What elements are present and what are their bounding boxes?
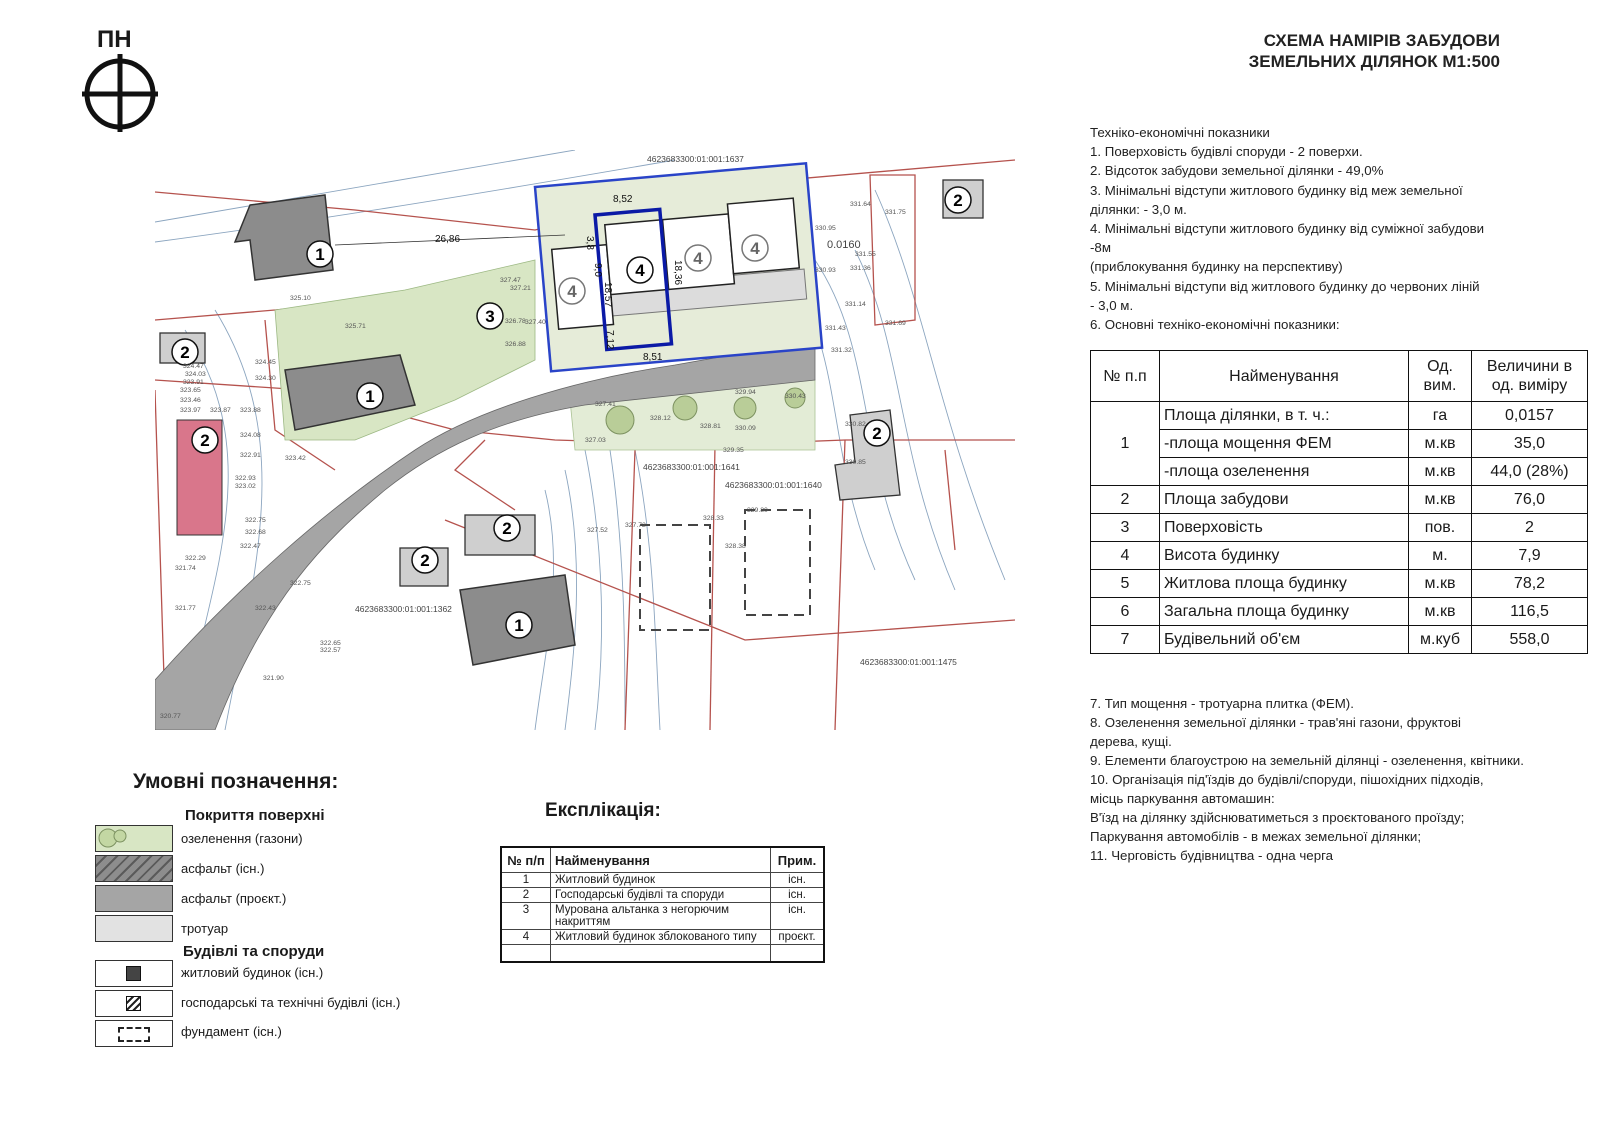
legend-title: Умовні позначення: [133,770,339,793]
elevation-mark: 324.47 [183,363,204,370]
elevation-mark: 323.65 [180,387,201,394]
legend-item: житловий будинок (існ.) [181,965,324,980]
svg-text:2: 2 [420,551,430,570]
marker-3 [477,303,503,329]
elevation-mark: 328.33 [703,515,724,522]
tech-line: - 3,0 м. [1090,297,1134,313]
elevation-mark: 324.45 [255,359,276,366]
elevation-mark: 324.30 [255,375,276,382]
elevation-mark: 324.08 [240,432,261,439]
legend-item: озеленення (газони) [181,831,303,846]
elevation-mark: 325.10 [290,295,311,302]
svg-text:1: 1 [315,245,325,264]
elevation-mark: 323.87 [210,407,231,414]
elevation-mark: 328.38 [725,543,746,550]
svg-text:9,0: 9,0 [592,263,603,277]
elevation-mark: 327.40 [525,319,546,326]
legend-item: господарські та технічні будівлі (існ.) [181,995,401,1010]
marker-2-ne [945,187,971,213]
svg-text:7,12: 7,12 [604,330,615,350]
elevation-mark: 331.64 [850,201,871,208]
elevation-mark: 322.47 [240,543,261,550]
table-row: 3 Мурована альтанка з негорючим накриттям існ. [501,903,824,930]
sidewalk-swatch [95,915,173,942]
explication-title: Експлікація: [545,800,661,821]
elevation-mark: 329.35 [723,447,744,454]
svg-text:4: 4 [567,282,577,301]
elevation-mark: 326.78 [505,318,526,325]
north-label: ПН [97,26,132,53]
elevation-mark: 330.85 [845,459,866,466]
elevation-mark: 321.77 [175,605,196,612]
elevation-mark: 321.90 [263,675,284,682]
tech-line: 4. Мінімальні відступи житлового будинку від суміжної забудови [1090,221,1485,237]
legend-item: асфальт (існ.) [181,861,265,876]
elevation-mark: 323.46 [180,397,201,404]
foundation-swatch [95,1020,173,1047]
elevation-mark: 323.42 [285,455,306,462]
elevation-mark: 331.69 [885,320,906,327]
elevation-mark: 323.91 [183,379,204,386]
elevation-mark: 331.32 [831,347,852,354]
elevation-mark: 327.21 [510,285,531,292]
tech-line: Техніко-економічні показники [1090,125,1270,140]
elevation-mark: 327.47 [500,277,521,284]
note-line: 8. Озеленення земельної ділянки - трав'яні газони, фруктові [1090,715,1461,730]
legend-item: тротуар [181,921,229,936]
marker-4-c [685,245,711,271]
col-value: Величини в од. виміру [1472,351,1588,402]
table-row: -площа озеленення м.кв 44,0 (28%) [1091,458,1588,486]
table-row: 4 Висота будинку м. 7,9 [1091,542,1588,570]
elevation-mark: 325.71 [345,323,366,330]
col-name: Найменування [1160,351,1409,402]
svg-text:2: 2 [872,424,882,443]
marker-1-south [506,612,532,638]
tech-line: 5. Мінімальні відступи від житлового будинку до червоних ліній [1090,278,1480,294]
table-row: 1 Житловий будинок існ. [501,873,824,888]
elevation-mark: 322.75 [290,580,311,587]
elevation-mark: 330.82 [845,421,866,428]
svg-text:2: 2 [180,343,190,362]
explication-table: № п/п Найменування Прим. 1 Житловий будинок існ. 2 Господарські будівлі та споруди існ. 3 Мурована альтанка з негорючим накриттям існ. 4 Житловий будинок зблокованого типу проєкт. [500,846,825,963]
table-row: 3 Поверховість пов. 2 [1091,514,1588,542]
marker-2-west [172,339,198,365]
elevation-mark: 331.14 [845,301,866,308]
elevation-mark: 320.77 [160,713,181,720]
marker-2-s2 [494,515,520,541]
elevation-mark: 328.12 [650,415,671,422]
table-row: 1 Площа ділянки, в т. ч.: га 0,0157 [1091,402,1588,430]
notes-text [1090,694,1570,865]
svg-text:4623683300:01:001:1640: 4623683300:01:001:1640 [725,480,822,490]
marker-2-east [864,420,890,446]
col-num: № п.п [1091,351,1160,402]
table-row: 7 Будівельний об'єм м.куб 558,0 [1091,626,1588,654]
grass-swatch [95,825,173,852]
elevation-mark: 329.94 [735,389,756,396]
table-row: 5 Житлова площа будинку м.кв 78,2 [1091,570,1588,598]
elevation-mark: 323.02 [235,483,256,490]
residential-existing-swatch [95,960,173,987]
elevation-mark: 330.43 [785,393,806,400]
elevation-mark: 324.03 [185,371,206,378]
elevation-mark: 322.68 [245,529,266,536]
note-line: 9. Елементи благоустрою на земельній ділянці - озеленення, квітники. [1090,753,1524,768]
svg-text:18,36: 18,36 [672,260,683,286]
table-row: 2 Площа забудови м.кв 76,0 [1091,486,1588,514]
svg-text:2: 2 [502,519,512,538]
elevation-mark: 331.36 [850,265,871,272]
table-row: 4 Житловий будинок зблокованого типу проєкт. [501,930,824,945]
note-line: 10. Організація під'їздів до будівлі/споруди, пішохідних підходів, [1090,772,1484,787]
elevation-mark: 323.88 [240,407,261,414]
elevation-mark: 326.88 [505,341,526,348]
marker-4-d [742,235,768,261]
svg-text:4623683300:01:001:1362: 4623683300:01:001:1362 [355,604,452,614]
marker-1-center [357,383,383,409]
marker-2-pink [192,427,218,453]
svg-text:4623683300:01:001:1637: 4623683300:01:001:1637 [647,154,744,164]
elevation-mark: 322.29 [185,555,206,562]
marker-4-a [559,278,585,304]
svg-text:1: 1 [365,387,375,406]
svg-text:2: 2 [200,431,210,450]
elevation-mark: 322.43 [255,605,276,612]
note-line: В'їзд на ділянку здійснюватиметься з проєктованого проїзду; [1090,810,1465,825]
legend-item: асфальт (проєкт.) [181,891,287,906]
elevation-mark: 327.03 [585,437,606,444]
note-line: місць паркування автомашин: [1090,791,1275,806]
svg-text:4: 4 [750,239,760,258]
elevation-mark: 327.52 [587,527,608,534]
note-line: Паркування автомобілів - в межах земельної ділянки; [1090,829,1422,844]
svg-text:4623683300:01:001:1475: 4623683300:01:001:1475 [860,657,957,667]
tech-line: (приблокування будинку на перспективу) [1090,259,1343,275]
table-row: 6 Загальна площа будинку м.кв 116,5 [1091,598,1588,626]
table-row: 2 Господарські будівлі та споруди існ. [501,888,824,903]
title-line-1: СХЕМА НАМІРІВ ЗАБУДОВИ [1263,31,1500,50]
asphalt-project-swatch [95,885,173,912]
legend [95,805,515,1065]
elevation-mark: 322.93 [235,475,256,482]
svg-text:3: 3 [485,307,495,326]
legend-surface-heading: Покриття поверхні [185,807,325,824]
marker-2-s1 [412,547,438,573]
drawing-title [1249,30,1500,72]
svg-text:2: 2 [953,191,963,210]
elevation-mark: 329.80 [747,507,768,514]
elevation-mark: 331.75 [885,209,906,216]
svg-text:4: 4 [635,261,645,280]
tech-line: 1. Поверховість будівлі споруди - 2 поверхи. [1090,144,1363,160]
north-arrow-icon [80,54,160,134]
marker-1-nw [307,241,333,267]
elevation-mark: 323.97 [180,407,201,414]
tech-line: -8м [1090,240,1111,256]
elevation-mark: 330.09 [735,425,756,432]
marker-4-selected [627,257,653,283]
elevation-mark: 321.74 [175,565,196,572]
indicators-table [1090,350,1588,654]
svg-text:0.0160: 0.0160 [827,239,861,251]
elevation-mark: 331.43 [825,325,846,332]
col-unit: Од. вим. [1409,351,1472,402]
svg-text:4: 4 [693,249,703,268]
elevation-mark: 330.93 [815,267,836,274]
legend-buildings-heading: Будівлі та споруди [183,943,325,960]
title-line-2: ЗЕМЕЛЬНИХ ДІЛЯНОК М1:500 [1248,52,1500,71]
elevation-mark: 322.75 [245,517,266,524]
tech-line: 6. Основні техніко-економічні показники: [1090,317,1340,333]
legend-item: фундамент (існ.) [181,1024,282,1039]
elevation-mark: 322.91 [240,452,261,459]
svg-text:4623683300:01:001:1641: 4623683300:01:001:1641 [643,462,740,472]
svg-text:3,8: 3,8 [584,236,595,250]
svg-text:1: 1 [514,616,524,635]
svg-text:18,57: 18,57 [602,282,613,308]
table-row: -площа мощення ФЕМ м.кв 35,0 [1091,430,1588,458]
elevation-mark: 322.57 [320,647,341,654]
svg-text:26,86: 26,86 [435,234,461,245]
elevation-mark: 330.95 [815,225,836,232]
elevation-mark: 328.81 [700,423,721,430]
elevation-mark: 327.72 [625,522,646,529]
asphalt-existing-swatch [95,855,173,882]
elevation-mark: 327.41 [595,401,616,408]
note-line: 11. Черговість будівництва - одна черга [1090,848,1334,863]
svg-text:8,51: 8,51 [643,352,663,363]
tech-line: ділянки: - 3,0 м. [1090,201,1187,217]
tech-indicators-text [1090,123,1560,334]
outbuilding-swatch [95,990,173,1017]
site-plan [155,150,1015,730]
tech-line: 3. Мінімальні відступи житлового будинку від меж земельної [1090,182,1463,198]
elevation-mark: 331.55 [855,251,876,258]
svg-text:8,52: 8,52 [613,194,633,205]
note-line: дерева, кущі. [1090,734,1172,749]
elevation-mark: 322.65 [320,640,341,647]
tech-line: 2. Відсоток забудови земельної ділянки - 49,0% [1090,163,1384,179]
note-line: 7. Тип мощення - тротуарна плитка (ФЕМ). [1090,696,1354,711]
